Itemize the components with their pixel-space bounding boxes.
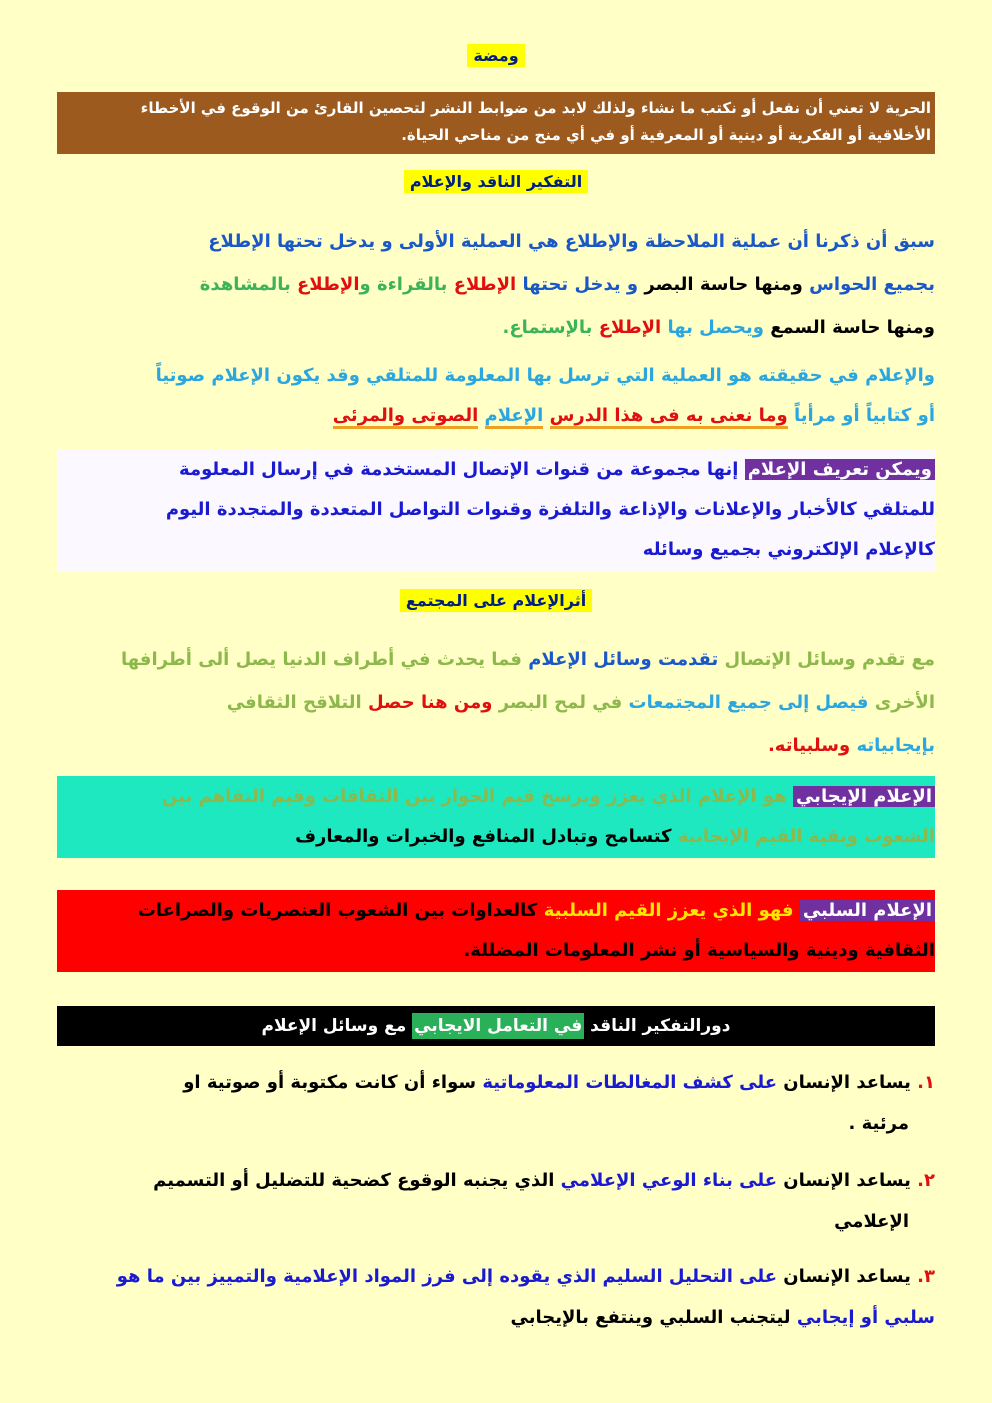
para1-watching: بالمشاهدة (199, 274, 291, 295)
heading-role-c: مع وسائل الإعلام (261, 1016, 407, 1036)
list-1-a: يساعد الإنسان (783, 1072, 911, 1093)
intro-line-2: الأخلاقية أو الفكرية أو دينية أو المعرفية أو في أي منح من مناحي الحياة. (401, 126, 931, 144)
negative-text-2: كالعداوات بين الشعوب العنصريات والصراعات (137, 900, 538, 921)
heading-media-impact-wrap (57, 589, 935, 612)
negative-line-2: الثقافية ودينية والسياسية أو نشر المعلومات المضللة. (463, 940, 935, 961)
paragraph-media-definition (57, 356, 935, 436)
list-2-c: الذي يجنبه الوقوع كضحية للتضليل أو التسميم (153, 1170, 555, 1191)
heading-critical-thinking-wrap (57, 170, 935, 193)
paragraph-observation (57, 220, 935, 349)
list-1-c: سواء أن كانت مكتوبة أو صوتية او (183, 1072, 477, 1093)
para1-ittilaa-3: الإطلاع (598, 317, 662, 338)
positive-line-2 (57, 817, 935, 857)
heading-media-impact: أثرالإعلام على المجتمع (400, 589, 592, 612)
negative-line-1 (57, 891, 935, 931)
para3-cultural: التلاقح الثقافي (226, 692, 362, 713)
para1-listening: بالإستماع. (502, 317, 593, 338)
heading-role-b: في التعامل الايجابي (412, 1013, 584, 1039)
list-2-b: على بناء الوعي الإعلامي (560, 1170, 778, 1191)
paragraph-media-impact (57, 638, 935, 767)
definition-label: ويمكن تعريف الإعلام (745, 459, 935, 480)
para2-audio-visual: الصوتى والمرئى (333, 405, 479, 429)
negative-text-1: فهو الذي يعزز القيم السلبية (543, 900, 794, 921)
list-1-line-1 (57, 1062, 935, 1103)
positive-text-3: كتسامح وتبادل المنافع والخبرات والمعارف (295, 826, 672, 847)
para2-media: الإعلام (485, 405, 544, 429)
definition-line-1 (57, 450, 935, 490)
para1-obtained: ويحصل بها (667, 317, 764, 338)
para1-ittilaa-2: الإطلاع (297, 274, 360, 295)
list-3-b: على التحليل السليم الذي يقوده إلى فرز المواد الإعلامية والتمييز بين ما هو (116, 1266, 778, 1287)
positive-line-1 (57, 777, 935, 817)
para3-line-3 (57, 724, 935, 767)
list-3-a: يساعد الإنسان (783, 1266, 911, 1287)
list-2-number: ٢. (917, 1170, 935, 1191)
list-2-line-1 (57, 1160, 935, 1201)
list-1-b: على كشف المغالطات المعلوماتية (482, 1072, 778, 1093)
list-item-2 (57, 1160, 935, 1242)
list-3-number: ٣. (917, 1266, 935, 1287)
para1-under: و يدخل تحتها (522, 274, 639, 295)
list-2-line-2: الإعلامي (834, 1211, 909, 1232)
para2-written: أو كتابياً أو مرأياً (794, 405, 935, 426)
intro-label: ومضة (467, 44, 524, 67)
para1-ittilaa-1: الإطلاع (453, 274, 517, 295)
para1-line-2 (57, 263, 935, 306)
list-2-a: يساعد الإنسان (783, 1170, 911, 1191)
intro-label-wrap (57, 44, 935, 67)
list-3-line-2 (57, 1297, 935, 1338)
positive-label: الإعلام الإيجابي (793, 786, 935, 807)
para2-line-1: والإعلام في حقيقته هو العملية التي ترسل بها المعلومة للمتلقي وقد يكون الإعلام صوتياً (155, 365, 935, 386)
list-1-line-2: مرئية . (848, 1113, 909, 1134)
definition-line-2: للمتلقي كالأخبار والإعلانات والإذاعة والتلفزة وقنوات التواصل المتعددة والمتجددة اليوم (165, 499, 935, 520)
para3-positives: بإيجابياته (856, 735, 935, 756)
intro-box (57, 92, 935, 154)
heading-role-a: دورالتفكير الناقد (590, 1016, 731, 1036)
negative-media-box (57, 890, 935, 972)
para1-reading: بالقراءة و (359, 274, 448, 295)
para3-world: فما يحدث في أطراف الدنيا يصل ألى أطرافها (121, 649, 522, 670)
para3-media-advanced: تقدمت وسائل الإعلام (528, 649, 719, 670)
intro-line-1: الحرية لا تعني أن نفعل أو نكتب ما نشاء ولذلك لابد من ضوابط النشر لتحصين القارئ من الوقوع في الأخطاء (140, 99, 931, 117)
positive-media-box (57, 776, 935, 858)
para2-line-2 (57, 396, 935, 436)
para1-hearing: ومنها حاسة السمع (770, 317, 935, 338)
para3-line-1 (57, 638, 935, 681)
list-1-number: ١. (917, 1072, 935, 1093)
definition-text-1: إنها مجموعة من قنوات الإتصال المستخدمة في إرسال المعلومة (179, 459, 739, 480)
positive-text-1: هو الإعلام الذي يعزز ويرسخ قيم الحوار بين الثقافات وقيم التفاهم بين (161, 786, 787, 807)
para3-communication: مع تقدم وسائل الإتصال (724, 649, 935, 670)
heading-critical-thinking: التفكير الناقد والإعلام (404, 170, 588, 193)
para1-senses: بجميع الحواس (809, 274, 935, 295)
para2-meaning: وما نعنى به فى هذا الدرس (550, 405, 788, 429)
para1-line-3 (57, 306, 935, 349)
list-item-1 (57, 1062, 935, 1144)
para3-negatives: وسلبياته. (767, 735, 851, 756)
list-3-line-1 (57, 1256, 935, 1297)
negative-label: الإعلام السلبي (800, 900, 935, 921)
para3-societies: فيصل إلى جميع المجتمعات (628, 692, 869, 713)
heading-role-bar (57, 1006, 935, 1046)
para1-sight: ومنها حاسة البصر (644, 274, 803, 295)
para3-line-2 (57, 681, 935, 724)
para3-instant: في لمح البصر (498, 692, 623, 713)
para3-other: الأخرى (874, 692, 935, 713)
para1-line-1: سبق أن ذكرنا أن عملية الملاحظة والإطلاع هي العملية الأولى و يدخل تحتها الإطلاع (208, 231, 935, 252)
para3-hence: ومن هنا حصل (367, 692, 493, 713)
list-3-d: ليتجنب السلبي وينتفع بالإيجابي (510, 1307, 791, 1328)
list-3-c: سلبي أو إيجابي (796, 1307, 935, 1328)
positive-text-2: الشعوب وبقية القيم الإيجابية (677, 826, 935, 847)
definition-line-3: كالإعلام الإلكتروني بجميع وسائله (642, 539, 935, 560)
list-item-3 (57, 1256, 935, 1338)
definition-box (57, 450, 935, 572)
